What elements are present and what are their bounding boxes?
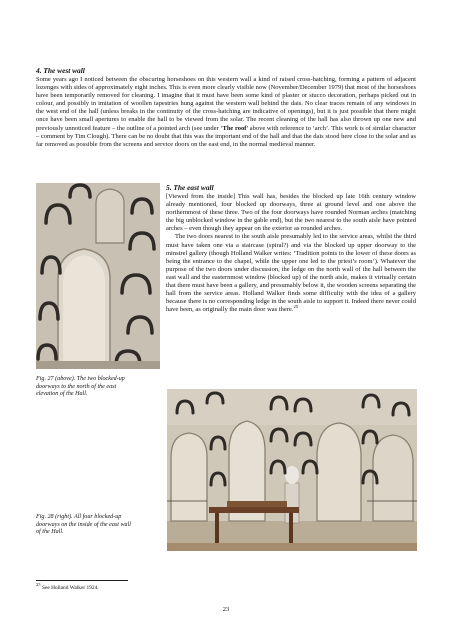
footnote-ref-25: 25 [293,304,299,310]
fig-27-photo [36,183,160,369]
fig-28-caption: Fig. 28 (right). All four blocked-up doorways on the inside of the east wall of the Hall. [36,514,131,536]
footnote-number: 25 [36,582,41,588]
section-5-para-1: [Viewed from the inside] This wall has, besides the blocked up late 16th century window already mentioned, four blocked up doorways, three at ground level and one above the northernmost of these three. Two of the four doorways have rounded Norman arches (matching the big unblocked window in the gable end), but the two nearest to the south aisle have pointed arches – even though they appear on the exterior as rounded arches. [166,193,416,233]
section-4-heading: 4. The west wall [36,66,85,75]
footnote-rule [36,580,128,581]
section-5-para-2 [166,233,416,314]
section-5-heading: 5. The east wall [166,183,214,192]
section-4-text: Some years ago I noticed between the obscuring horseshoes on this western wall a kind of raised cross-hatching, forming a pattern of adjacent lozenges with sides of approximately eight inches. This is even more clearly visible now (November/December 1979) that most of the horseshoes have been temporarily removed for cleaning. I imagine that it must have been some kind of plaster or stucco decoration, perhaps picked out in colour, and possibly in imitation of woollen tapestries hung against the western wall behind the dais. No clear traces remain of any windows in the west end of the hall (unless breaks in the continuity of the cross-hatching are indicative of openings), but it is just possible that there might once have been small apertures to enable the hall to be viewed from the solar. The recent cleaning of the hall has also thrown up one new and previously unnoticed feature – the outline of a pointed arch (see under ‘The roof’ above with reference to ‘arch’. This work is of similar character – comment by Tim Clough). There can be no doubt that this was the important end of the hall and that the dais stood here close to the solar and as far removed as possible from the screens and service doors on the east end, in the normal medieval manner. [36,76,417,148]
fig-27-caption: Fig. 27 (above). The two blocked-up doorways to the north of the east elevation of the Hall. [36,376,125,398]
page-number: 23 [222,606,230,613]
roof-reference: The roof [222,124,247,132]
section-5-para-2-text: The two doors nearest to the south aisle presumably led to the service areas, whilst the third must have taken one via a staircase (spiral?) and via the blocked up upper doorway to the minstrel gallery (though Holland Walker writes: ‘Tradition points to the lower of these doors as being the entrance to the chapel, while the upper one led to the priest’s room’). Whatever the purpose of the two doors under discussion, the ledge on the north wall of the hall between the east wall and the easternmost window (blocked up) of the north aisle, makes it virtually certain that there must have been a gallery, and presumably below it, the wooden screens separating the hall from the service areas. Holland Walker finds some difficulty with the idea of a gallery because there is no corresponding ledge in the south aisle to support it. Indeed there never could have been, as originally the main door was there. [166,233,416,314]
footnote-text: See Holland Walker 1924. [41,585,99,591]
section-5-text [166,193,416,314]
fig-28-photo [167,389,417,551]
footnote [36,582,99,592]
